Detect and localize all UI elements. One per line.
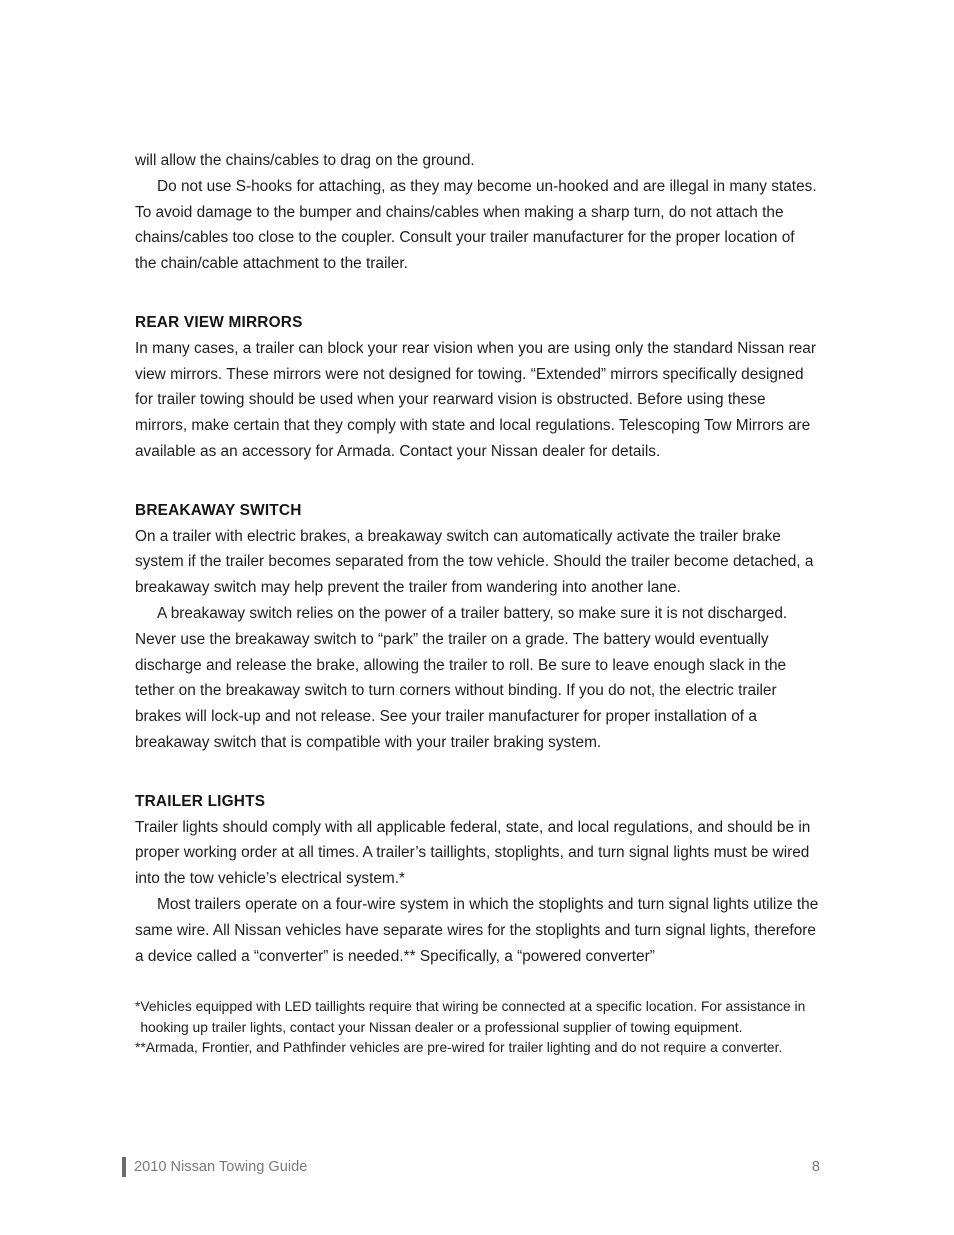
section-heading: REAR VIEW MIRRORS [135, 313, 303, 331]
section-trailer-lights [135, 789, 819, 970]
section-paragraph: In many cases, a trailer can block your rear vision when you are using only the standard Nissan rear view mirrors. These mirrors were not designed for towing. “Extended” mirrors specifically designed for trailer towing should be used when your rearward vision is obstructed. Before using these mirrors, make certain that they comply with state and local regulations. Telescoping Tow Mirrors are available as an accessory for Armada. Contact your Nissan dealer for details. [135, 339, 816, 460]
section-heading: BREAKAWAY SWITCH [135, 501, 302, 519]
section-breakaway-switch [135, 498, 819, 756]
section-paragraph: On a trailer with electric brakes, a breakaway switch can automatically activate the trailer brake system if the trailer becomes separated from the tow vehicle. Should the trailer become detached, a breakaway switch may help prevent the trailer from wandering into another lane. [135, 527, 814, 597]
page-number: 8 [811, 1159, 820, 1175]
footnote-text: Vehicles equipped with LED taillights require that wiring be connected at a specific location. For assistance in hooking up trailer lights, contact your Nissan dealer or a professional supplier of towing equipment. [140, 999, 806, 1035]
intro-paragraph-continuation: will allow the chains/cables to drag on the ground. [135, 152, 475, 169]
intro-paragraph-s-hooks: Do not use S-hooks for attaching, as they may become un-hooked and are illegal in many states. To avoid damage to the bumper and chains/cables when making a sharp turn, do not attach the chains/cables too close to the coupler. Consult your trailer manufacturer for the proper location of the chain/cable attachment to the trailer. [135, 177, 817, 273]
section-paragraph: Most trailers operate on a four-wire system in which the stoplights and turn signal lights utilize the same wire. All Nissan vehicles have separate wires for the stoplights and turn signal lights, therefore a device called a “converter” is needed.** Specifically, a “powered converter” [135, 895, 819, 965]
footnote-marker: ** [135, 1040, 146, 1056]
footer-guide-title: 2010 Nissan Towing Guide [134, 1159, 308, 1175]
footer-divider-bar [122, 1157, 126, 1177]
footnote-marker: * [135, 999, 141, 1015]
footnote-led-taillights [135, 997, 819, 1038]
page-content [135, 148, 819, 1059]
section-rear-view-mirrors [135, 310, 819, 465]
page-footer [122, 1156, 820, 1178]
section-heading: TRAILER LIGHTS [135, 792, 266, 810]
section-paragraph: A breakaway switch relies on the power of a trailer battery, so make sure it is not discharged. Never use the breakaway switch to “park” the trailer on a grade. The battery would eventually discharge and release the brake, allowing the trailer to roll. Be sure to leave enough slack in the tether on the breakaway switch to turn corners without binding. If you do not, the electric trailer brakes will lock-up and not release. See your trailer manufacturer for proper installation of a breakaway switch that is compatible with your trailer braking system. [135, 604, 788, 751]
section-paragraph: Trailer lights should comply with all applicable federal, state, and local regulations, and should be in proper working order at all times. A trailer’s taillights, stoplights, and turn signal lights must be wired into the tow vehicle’s electrical system.* [135, 818, 811, 888]
footnote-pre-wired [135, 1038, 819, 1058]
footnotes [135, 997, 819, 1058]
footnote-text: Armada, Frontier, and Pathfinder vehicles are pre-wired for trailer lighting and do not require a converter. [145, 1040, 783, 1056]
